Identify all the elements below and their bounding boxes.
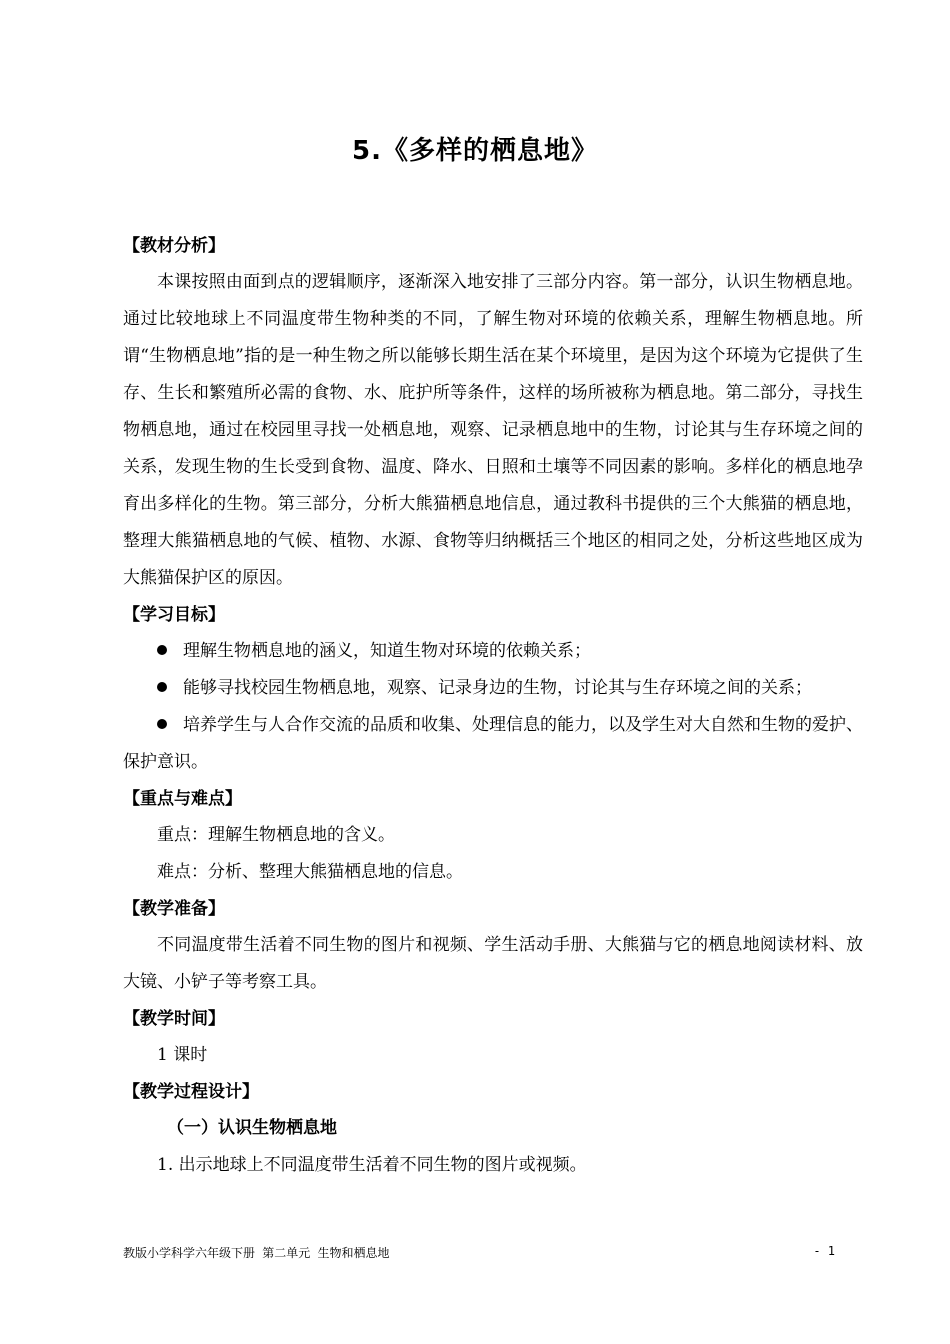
page-number: - 1 bbox=[813, 1244, 835, 1258]
goal-item: 能够寻找校园生物栖息地，观察、记录身边的生物，讨论其与生存环境之间的关系； bbox=[123, 670, 863, 707]
time-text: 1 课时 bbox=[157, 1045, 208, 1065]
heading-process: 【教学过程设计】 bbox=[123, 1082, 259, 1102]
goal-item: 理解生物栖息地的涵义，知道生物对环境的依赖关系； bbox=[123, 633, 863, 670]
heading-key-points: 【重点与难点】 bbox=[123, 789, 242, 809]
footer-text: 教版小学科学六年级下册 第二单元 生物和栖息地 bbox=[123, 1246, 390, 1260]
key-point: 重点：理解生物栖息地的含义。 bbox=[157, 825, 395, 845]
bullet-icon bbox=[157, 719, 167, 729]
heading-analysis: 【教材分析】 bbox=[123, 236, 225, 256]
heading-preparation: 【教学准备】 bbox=[123, 899, 225, 919]
goal-item: 培养学生与人合作交流的品质和收集、处理信息的能力，以及学生对大自然和生物的爱护、保护意识。 bbox=[123, 715, 863, 772]
heading-goals: 【学习目标】 bbox=[123, 605, 225, 625]
heading-time: 【教学时间】 bbox=[123, 1009, 225, 1029]
process-step: 1. 出示地球上不同温度带生活着不同生物的图片或视频。 bbox=[157, 1155, 587, 1175]
document-body bbox=[123, 228, 863, 1184]
preparation-paragraph: 不同温度带生活着不同生物的图片和视频、学生活动手册、大熊猫与它的栖息地阅读材料、放大镜、小铲子等考察工具。 bbox=[123, 935, 863, 992]
page-footer bbox=[123, 1244, 835, 1261]
bullet-icon bbox=[157, 682, 167, 692]
difficult-point: 难点：分析、整理大熊猫栖息地的信息。 bbox=[157, 862, 463, 882]
page-title: 5.《多样的栖息地》 bbox=[352, 136, 598, 166]
bullet-icon bbox=[157, 645, 167, 655]
analysis-paragraph: 本课按照由面到点的逻辑顺序，逐渐深入地安排了三部分内容。第一部分，认识生物栖息地。通过比较地球上不同温度带生物种类的不同，了解生物对环境的依赖关系，理解生物栖息地。所谓“生物栖息地”指的是一种生物之所以能够长期生活在某个环境里，是因为这个环境为它提供了生存、生长和繁殖所必需的食物、水、庇护所等条件，这样的场所被称为栖息地。第二部分，寻找生物栖息地，通过在校园里寻找一处栖息地，观察、记录栖息地中的生物，讨论其与生存环境之间的关系，发现生物的生长受到食物、温度、降水、日照和土壤等不同因素的影响。多样化的栖息地孕育出多样化的生物。第三部分，分析大熊猫栖息地信息，通过教科书提供的三个大熊猫的栖息地，整理大熊猫栖息地的气候、植物、水源、食物等归纳概括三个地区的相同之处，分析这些地区成为大熊猫保护区的原因。 bbox=[123, 272, 863, 588]
process-subheading: （一）认识生物栖息地 bbox=[167, 1118, 337, 1138]
